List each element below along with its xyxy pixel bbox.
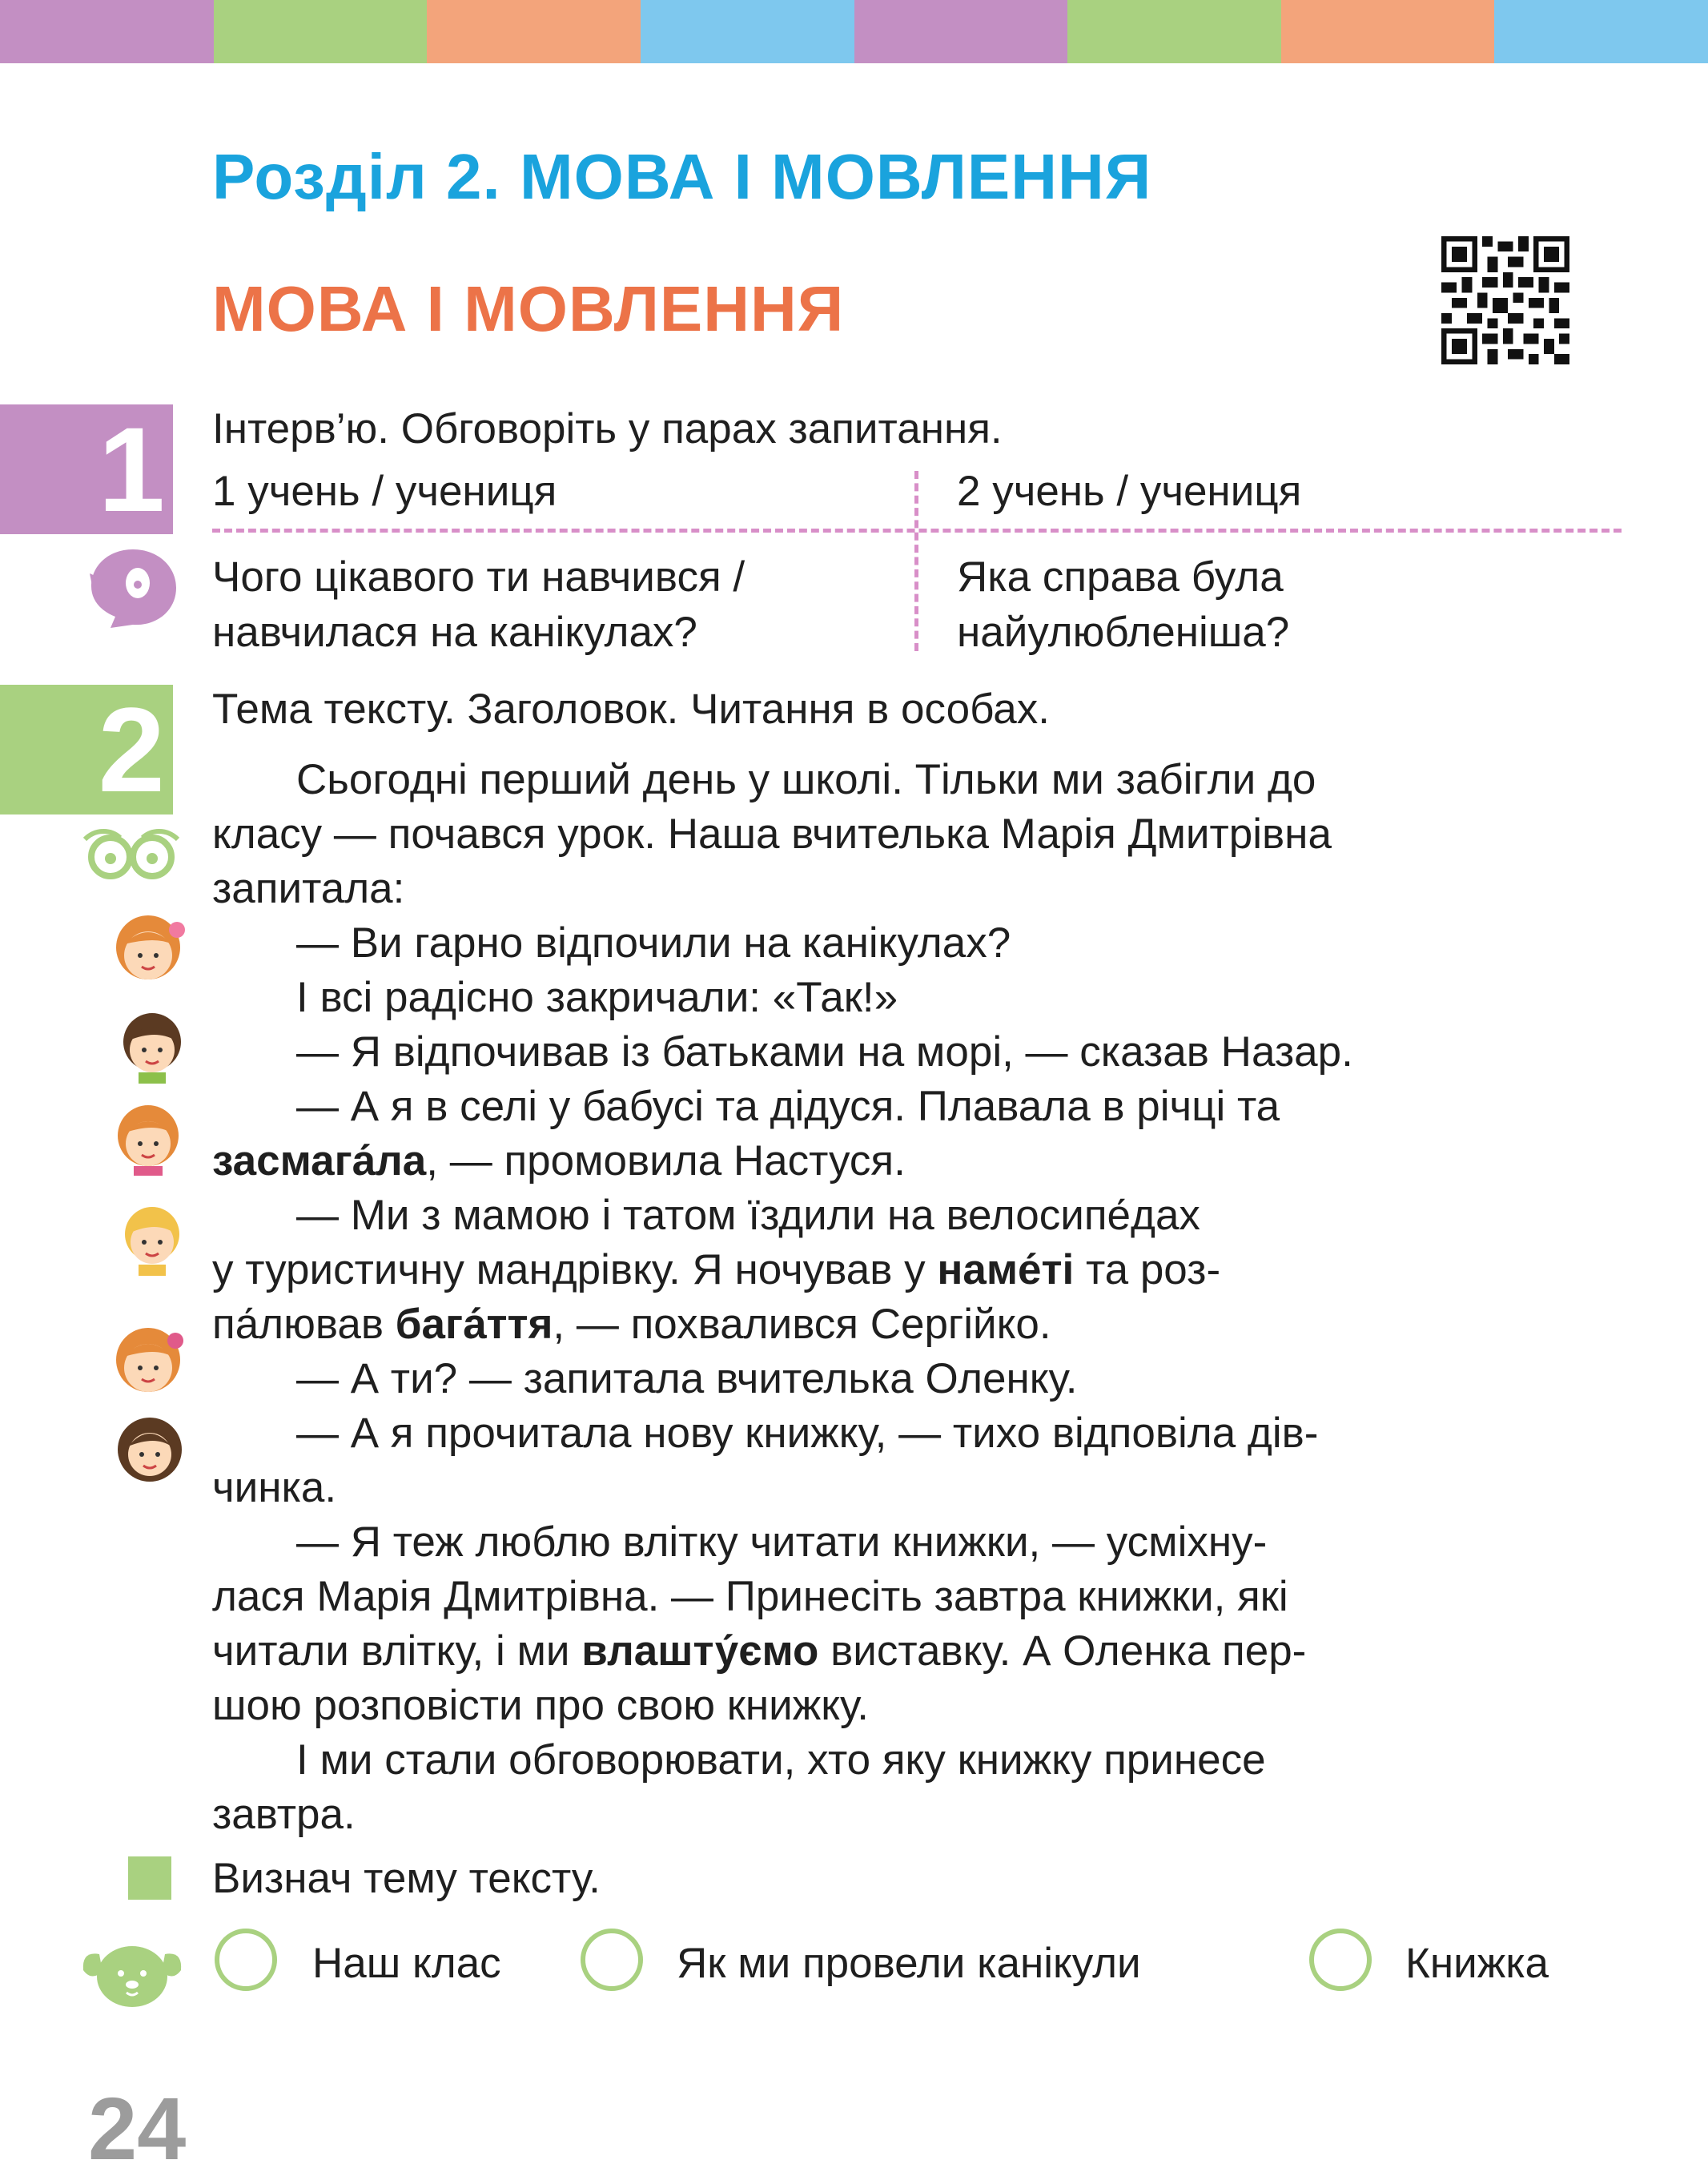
task-number-1: 1: [0, 404, 173, 534]
story-line: — Ви гарно відпочили на канікулах?: [296, 919, 1011, 967]
speech-bubble-icon: [86, 545, 181, 631]
option-radio-3[interactable]: [1309, 1929, 1372, 1991]
color-stripe: [1494, 0, 1708, 63]
color-stripe: [1281, 0, 1495, 63]
story-line-text: читали влітку, і ми: [212, 1627, 582, 1675]
teacher-avatar-icon: [108, 1321, 188, 1402]
glasses-icon: [80, 825, 183, 881]
story-line-text: та роз-: [1074, 1246, 1221, 1293]
story-line-text: у туристичну мандрівку. Я ночував у: [212, 1246, 938, 1293]
color-stripe: [641, 0, 854, 63]
story-line: шою розповісти про свою книжку.: [212, 1682, 869, 1729]
story-line-text: , — похвалився Сергійко.: [553, 1301, 1051, 1348]
task1-instruction: Інтерв’ю. Обговоріть у парах запитання.: [212, 405, 1003, 452]
qr-code-icon[interactable]: [1441, 236, 1569, 364]
task1-col2-question-line2: найулюбленіша?: [957, 609, 1290, 656]
story-line: І всі радісно закричали: «Так!»: [296, 974, 898, 1021]
vocab-word: наме́ті: [937, 1246, 1075, 1293]
story-line: завтра.: [212, 1791, 356, 1838]
girl-avatar-icon: [112, 1410, 188, 1490]
story-line: чинка.: [212, 1464, 337, 1511]
story-line: [212, 1624, 1306, 1679]
vocab-word: засмага́ла: [212, 1137, 427, 1185]
color-stripe: [0, 0, 214, 63]
question-marker: [128, 1856, 171, 1900]
story-line: [212, 1134, 906, 1189]
story-line: — А я прочитала нову книжку, — тихо відповіла дів-: [296, 1410, 1319, 1457]
lesson-title: МОВА І МОВЛЕННЯ: [212, 273, 845, 344]
color-stripe: [427, 0, 641, 63]
task1-col2-question-line1: Яка справа була: [957, 553, 1284, 601]
story-line-text: виставку. А Оленка пер-: [818, 1627, 1307, 1675]
table-divider-vertical: [914, 471, 918, 651]
task1-col1-question-line1: Чого цікавого ти навчився /: [212, 553, 745, 601]
boy-avatar-icon: [116, 1005, 188, 1085]
top-color-bar: [0, 0, 1708, 63]
story-line: — Я відпочивав із батьками на морі, — сказав Назар.: [296, 1028, 1353, 1076]
vocab-word: бага́ття: [395, 1301, 553, 1348]
story-line: лася Марія Дмитрівна. — Принесіть завтра книжки, які: [212, 1573, 1288, 1620]
question-text: Визнач тему тексту.: [212, 1855, 601, 1902]
girl-avatar-icon: [108, 1097, 188, 1177]
vocab-word: влашту́ємо: [581, 1627, 819, 1675]
option-label-1[interactable]: Наш клас: [312, 1940, 501, 1987]
story-line-text: , — промовила Настуся.: [426, 1137, 906, 1185]
task1-col2-header: 2 учень / учениця: [957, 468, 1302, 515]
story-line-text: па́лював: [212, 1301, 396, 1348]
story-line: [212, 1297, 1051, 1352]
boy-avatar-icon: [116, 1197, 188, 1277]
story-line: [212, 1243, 1220, 1297]
story-line: класу — почався урок. Наша вчителька Марія Дмитрівна: [212, 810, 1332, 858]
dog-icon: [78, 1937, 187, 2009]
option-radio-2[interactable]: [581, 1929, 643, 1991]
story-line: — А ти? — запитала вчителька Оленку.: [296, 1355, 1078, 1402]
story-line: Сьогодні перший день у школі. Тільки ми забігли до: [296, 756, 1316, 803]
chapter-title: Розділ 2. МОВА І МОВЛЕННЯ: [212, 141, 1152, 212]
option-label-2[interactable]: Як ми провели канікули: [677, 1940, 1141, 1987]
option-radio-1[interactable]: [215, 1929, 277, 1991]
girl-avatar-icon: [108, 909, 188, 989]
story-line: — А я в селі у бабусі та дідуся. Плавала в річці та: [296, 1083, 1280, 1130]
task1-col1-question-line2: навчилася на канікулах?: [212, 609, 697, 656]
task2-instruction: Тема тексту. Заголовок. Читання в особах.: [212, 686, 1050, 733]
task-number-2: 2: [0, 685, 173, 814]
story-line: — Я теж люблю влітку читати книжки, — усміхну-: [296, 1518, 1268, 1566]
page-number: 24: [88, 2080, 187, 2178]
color-stripe: [854, 0, 1068, 63]
color-stripe: [214, 0, 428, 63]
story-line: І ми стали обговорювати, хто яку книжку принесе: [296, 1736, 1266, 1784]
story-line: запитала:: [212, 865, 405, 912]
color-stripe: [1067, 0, 1281, 63]
option-label-3[interactable]: Книжка: [1405, 1940, 1549, 1987]
story-line: — Ми з мамою і татом їздили на велосипе́дах: [296, 1192, 1200, 1239]
task1-col1-header: 1 учень / учениця: [212, 468, 557, 515]
